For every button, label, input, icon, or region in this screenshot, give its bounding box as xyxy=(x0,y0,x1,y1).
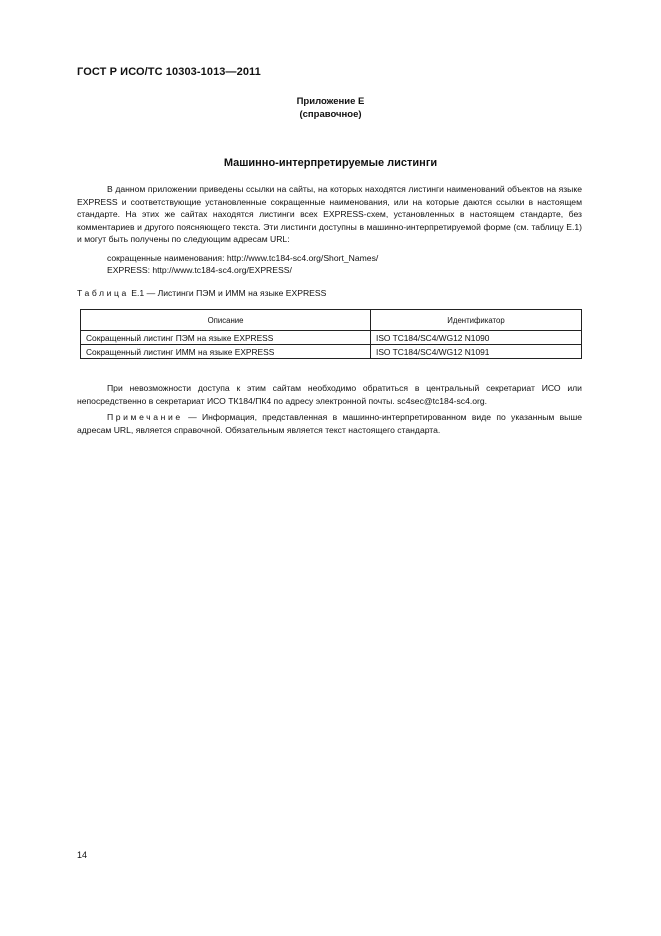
table-header-row xyxy=(81,310,582,331)
table-cell-identifier: ISO TC184/SC4/WG12 N1091 xyxy=(371,345,582,359)
table-caption-text: Е.1 — Листинги ПЭМ и ИММ на языке EXPRESS xyxy=(131,288,327,298)
table-row xyxy=(81,345,582,359)
note-label: Примечание xyxy=(107,412,183,422)
appendix-type: (справочное) xyxy=(299,109,362,120)
note-text: — Информация, представленная в машинно-интерпретированном виде по указанным выше адресам URL, является справочной. Обязательным является текст настоящего стандарта. xyxy=(77,412,583,435)
standard-header: ГОСТ Р ИСО/ТС 10303-1013—2011 xyxy=(77,66,261,78)
note-paragraph xyxy=(77,411,582,436)
url-express: EXPRESS: http://www.tc184-sc4.org/EXPRESS/ xyxy=(107,265,292,276)
intro-paragraph: В данном приложении приведены ссылки на сайты, на которых находятся листинги наименований объектов на языке EXPRESS и соответствующие установленные сокращенные наименования, или на которые даются ссылки в настоящем стандарте. На этих же сайтах находятся листинги всех EXPRESS-схем, установленных в настоящем стандарте, без комментариев и другого поясняющего текста. Эти листинги доступны в машинно-интерпретируемой форме (см. таблицу Е.1) и могут быть получены по следующим адресам URL: xyxy=(77,184,582,245)
table-cell-identifier: ISO TC184/SC4/WG12 N1090 xyxy=(371,331,582,345)
table-caption-label: Таблица xyxy=(77,288,129,298)
url-list xyxy=(107,252,378,277)
table-caption xyxy=(77,288,326,298)
page-number: 14 xyxy=(77,850,88,860)
column-header-identifier: Идентификатор xyxy=(371,310,582,331)
column-header-description: Описание xyxy=(81,310,371,331)
contact-paragraph: При невозможности доступа к этим сайтам необходимо обратиться в центральный секретариат ИСО или непосредственно в секретариат ИСО ТК184/ПК4 по адресу электронной почты. sc4sec@tc184-sc4.org. xyxy=(77,383,582,406)
appendix-title: Приложение Е xyxy=(296,96,365,107)
table-row xyxy=(81,331,582,345)
table-cell-description: Сокращенный листинг ПЭМ на языке EXPRESS xyxy=(81,331,371,345)
url-short-names: сокращенные наименования: http://www.tc184-sc4.org/Short_Names/ xyxy=(107,253,379,263)
listings-table xyxy=(80,309,582,359)
section-title: Машинно-интерпретируемые листинги xyxy=(223,157,438,169)
table-cell-description: Сокращенный листинг ИММ на языке EXPRESS xyxy=(81,345,371,359)
